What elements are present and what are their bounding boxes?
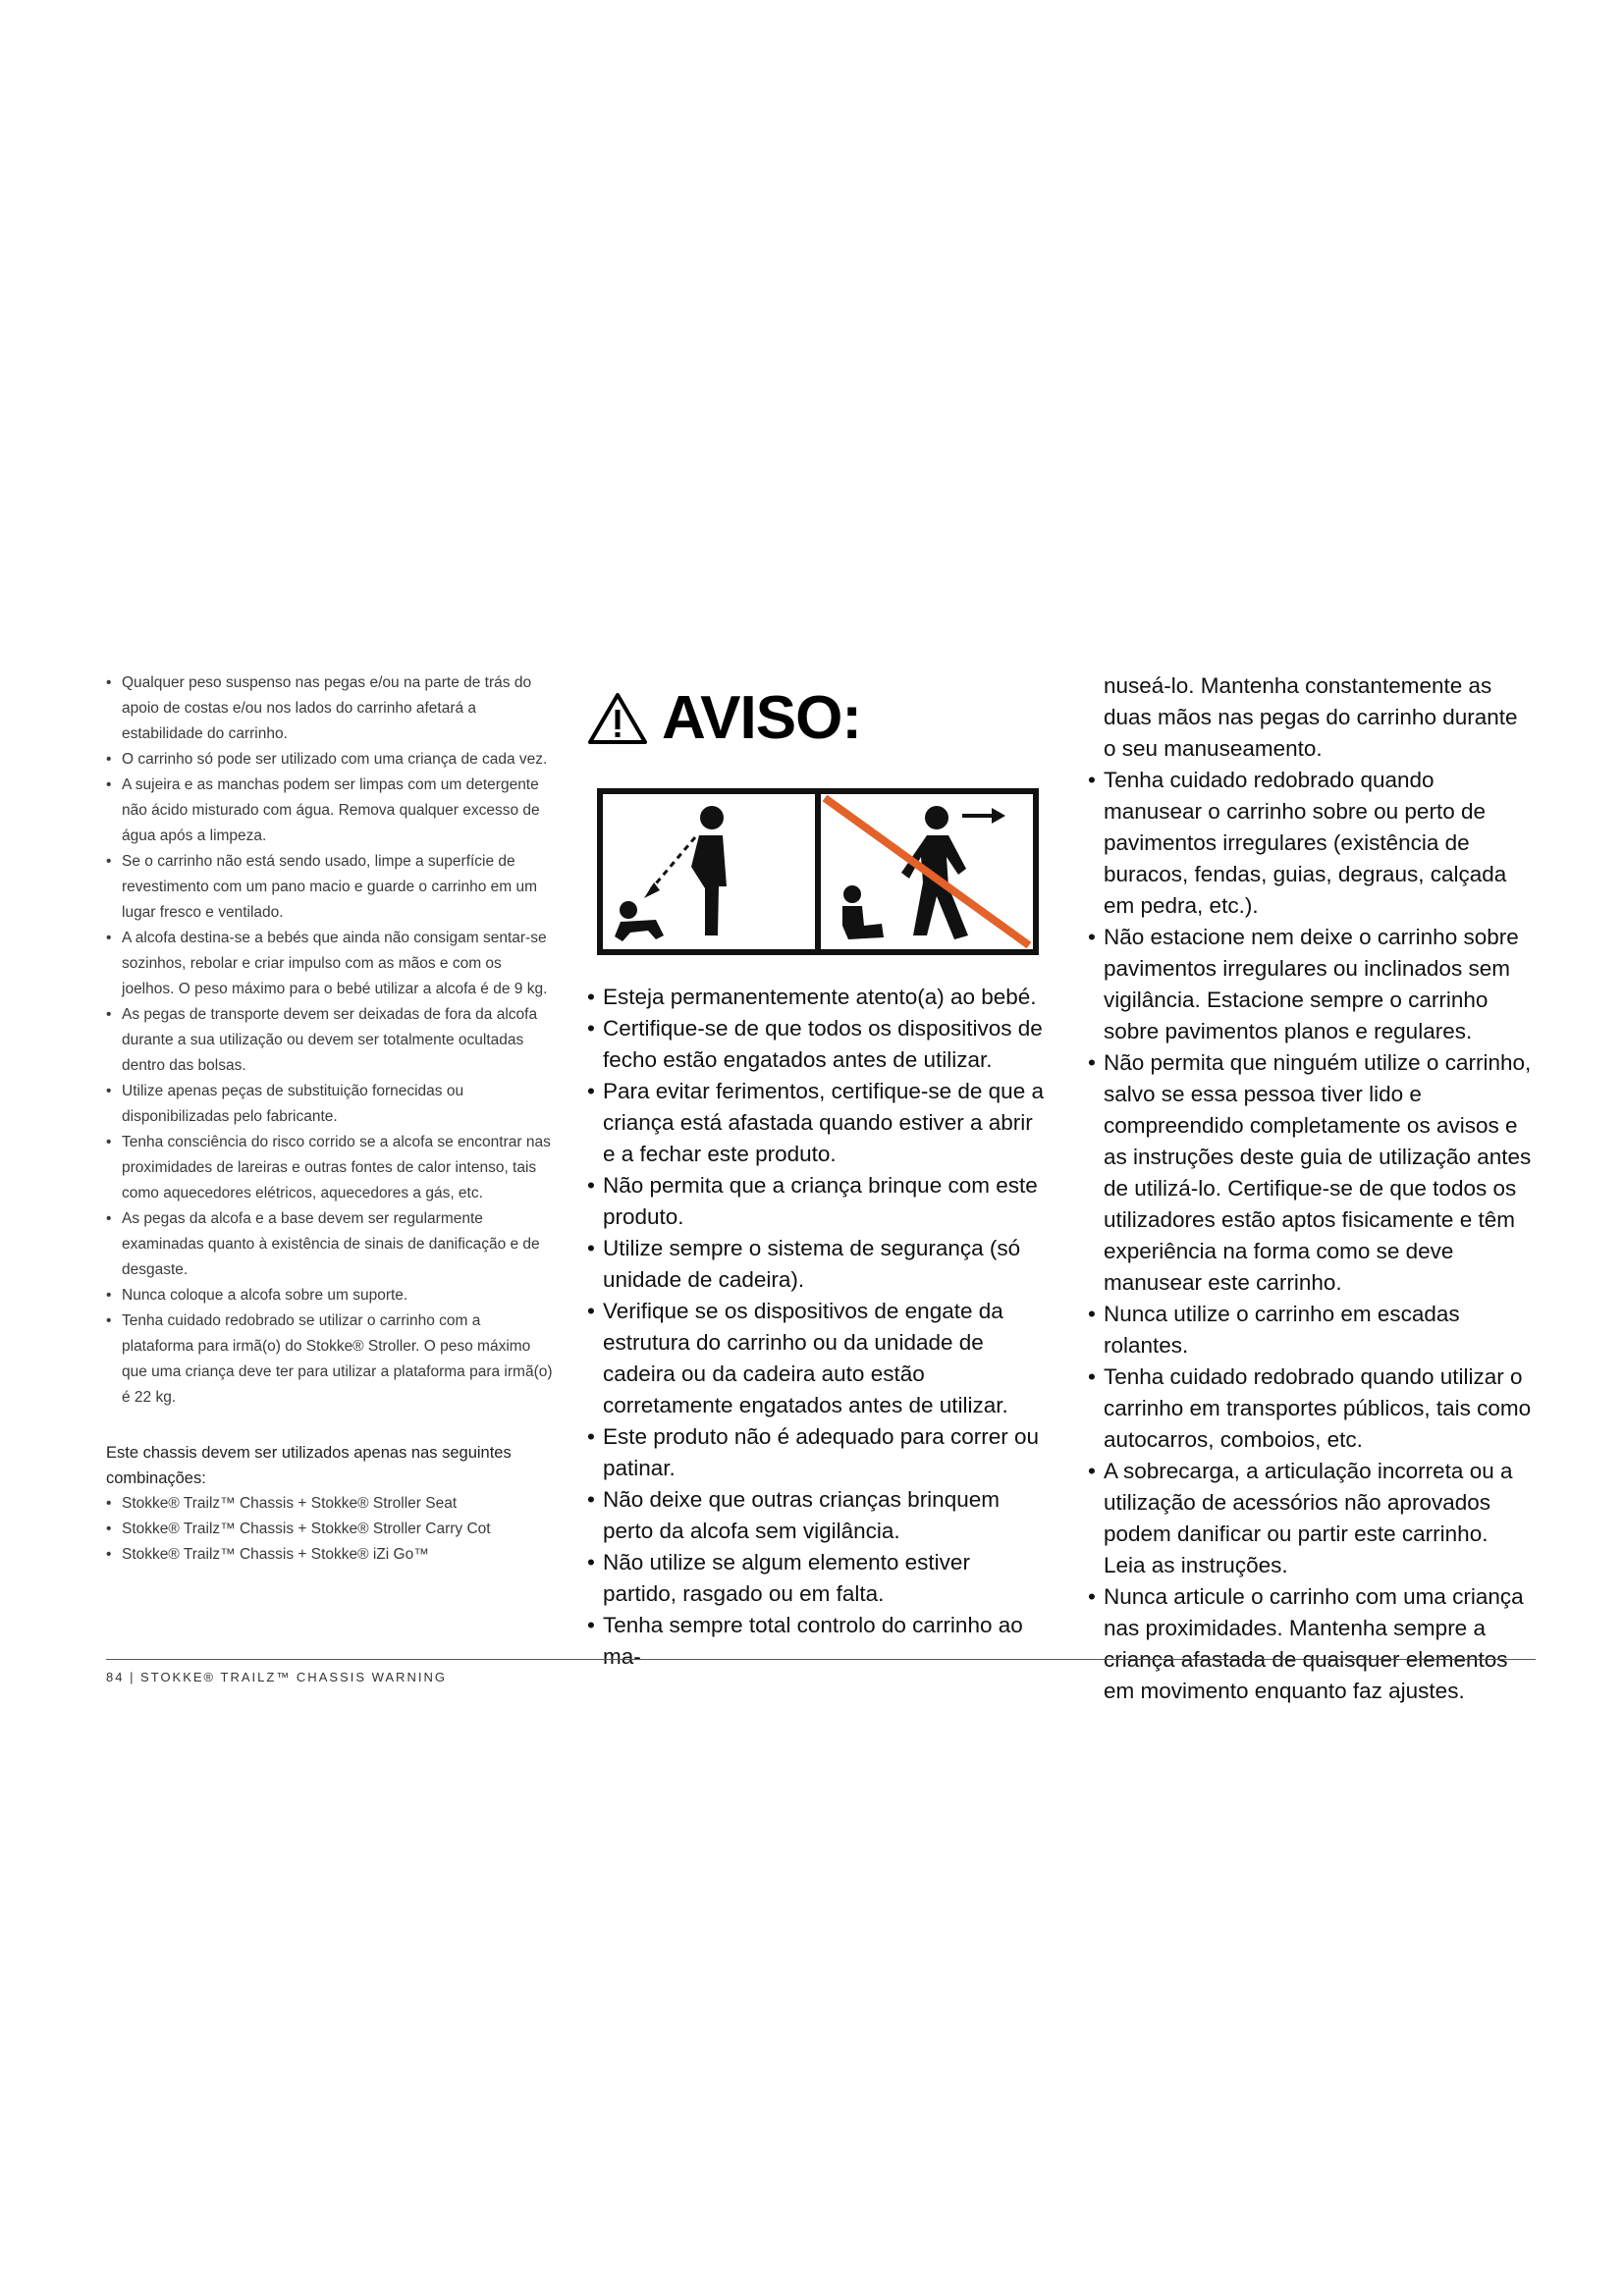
list-item: • Certifique-se de que todos os dispositivos de fecho estão engatados antes de utilizar.: [587, 1013, 1049, 1076]
list-item: • Não estacione nem deixe o carrinho sobre pavimentos irregulares ou inclinados sem vigilância. Estacione sempre o carrinho sobre pavimentos planos e regulares.: [1088, 922, 1535, 1047]
list-item: • O carrinho só pode ser utilizado com uma criança de cada vez.: [106, 747, 553, 773]
list-item: • Nunca coloque a alcofa sobre um suporte.: [106, 1283, 553, 1308]
list-item: • Stokke® Trailz™ Chassis + Stokke® iZi Go™: [106, 1542, 553, 1568]
list-item: • Não permita que a criança brinque com este produto.: [587, 1170, 1049, 1233]
left-column: [106, 670, 553, 1568]
page-footer: 84 | STOKKE® TRAILZ™ CHASSIS WARNING: [106, 1670, 447, 1684]
combinations-list: [106, 1491, 553, 1568]
list-item: • A alcofa destina-se a bebés que ainda não consigam sentar-se sozinhos, rebolar e criar impulso com as mãos e com os joelhos. O peso máximo para o bebé utilizar a alcofa é de 9 kg.: [106, 926, 553, 1002]
list-item: • Tenha consciência do risco corrido se a alcofa se encontrar nas proximidades de lareiras e outras fontes de calor intenso, tais como aquecedores elétricos, aquecedores a gás, etc.: [106, 1130, 553, 1206]
list-item: • Stokke® Trailz™ Chassis + Stokke® Stroller Seat: [106, 1491, 553, 1517]
list-item: • Se o carrinho não está sendo usado, limpe a superfície de revestimento com um pano macio e guarde o carrinho em um lugar fresco e ventilado.: [106, 849, 553, 926]
combinations-heading: Este chassis devem ser utilizados apenas nas seguintes combinações:: [106, 1444, 512, 1487]
child-supervision-pictogram-icon: [597, 788, 1039, 955]
list-item: • Qualquer peso suspenso nas pegas e/ou na parte de trás do apoio de costas e/ou nos lados do carrinho afetará a estabilidade do carrinho.: [106, 670, 553, 747]
left-bullet-list: [106, 670, 553, 1411]
list-item: • Tenha cuidado redobrado quando manusear o carrinho sobre ou perto de pavimentos irregulares (existência de buracos, fendas, guias, degraus, calçada em pedra, etc.).: [1088, 765, 1535, 922]
list-item: • As pegas da alcofa e a base devem ser regularmente examinadas quanto à existência de sinais de danificação e de desgaste.: [106, 1206, 553, 1283]
list-item: • Para evitar ferimentos, certifique-se de que a criança está afastada quando estiver a abrir e a fechar este produto.: [587, 1076, 1049, 1170]
list-item: • Tenha sempre total controlo do carrinho ao ma-: [587, 1610, 1049, 1673]
list-item: • Verifique se os dispositivos de engate da estrutura do carrinho ou da unidade de cadeira ou da cadeira auto estão corretamente engatados antes de utilizar.: [587, 1296, 1049, 1421]
warning-triangle-icon: [587, 692, 648, 745]
warning-heading: [587, 684, 1049, 752]
footer-divider: [106, 1659, 1536, 1660]
list-item: • Tenha cuidado redobrado se utilizar o carrinho com a plataforma para irmã(o) do Stokke® Stroller. O peso máximo que uma criança deve ter para utilizar a plataforma para irmã(o) é 22 kg.: [106, 1308, 553, 1411]
list-item: • Não deixe que outras crianças brinquem perto da alcofa sem vigilância.: [587, 1484, 1049, 1547]
list-item: • Nunca articule o carrinho com uma criança nas proximidades. Mantenha sempre a criança afastada de quaisquer elementos em movimento enquanto faz ajustes.: [1088, 1581, 1535, 1707]
list-item: • Utilize apenas peças de substituição fornecidas ou disponibilizadas pelo fabricante.: [106, 1079, 553, 1130]
list-item: • A sobrecarga, a articulação incorreta ou a utilização de acessórios não aprovados podem danificar ou partir este carrinho. Leia as instruções.: [1088, 1456, 1535, 1581]
warning-title: AVISO:: [662, 684, 861, 752]
list-item: • Stokke® Trailz™ Chassis + Stokke® Stroller Carry Cot: [106, 1517, 553, 1542]
list-item: • Não utilize se algum elemento estiver partido, rasgado ou em falta.: [587, 1547, 1049, 1610]
right-column: [1088, 670, 1535, 1707]
list-item: • Não permita que ninguém utilize o carrinho, salvo se essa pessoa tiver lido e compreendido completamente os avisos e as instruções deste guia de utilização antes de utilizá-lo. Certifique-se de que todos os utilizadores estão aptos fisicamente e têm experiência na forma como se deve manusear este carrinho.: [1088, 1047, 1535, 1299]
continued-paragraph: nuseá-lo. Mantenha constantemente as duas mãos nas pegas do carrinho durante o seu manuseamento.: [1104, 673, 1518, 761]
list-item: • Nunca utilize o carrinho em escadas rolantes.: [1088, 1299, 1535, 1362]
right-bullet-list: [1088, 765, 1535, 1707]
list-item: • As pegas de transporte devem ser deixadas de fora da alcofa durante a sua utilização ou devem ser totalmente ocultadas dentro das bolsas.: [106, 1002, 553, 1079]
list-item: • Esteja permanentemente atento(a) ao bebé.: [587, 982, 1049, 1013]
list-item: • A sujeira e as manchas podem ser limpas com um detergente não ácido misturado com água. Remova qualquer excesso de água após a limpeza.: [106, 773, 553, 849]
middle-bullet-list: [587, 982, 1049, 1673]
list-item: • Tenha cuidado redobrado quando utilizar o carrinho em transportes públicos, tais como autocarros, comboios, etc.: [1088, 1362, 1535, 1456]
middle-column: [587, 670, 1049, 1673]
list-item: • Utilize sempre o sistema de segurança (só unidade de cadeira).: [587, 1233, 1049, 1296]
list-item: • Este produto não é adequado para correr ou patinar.: [587, 1421, 1049, 1484]
